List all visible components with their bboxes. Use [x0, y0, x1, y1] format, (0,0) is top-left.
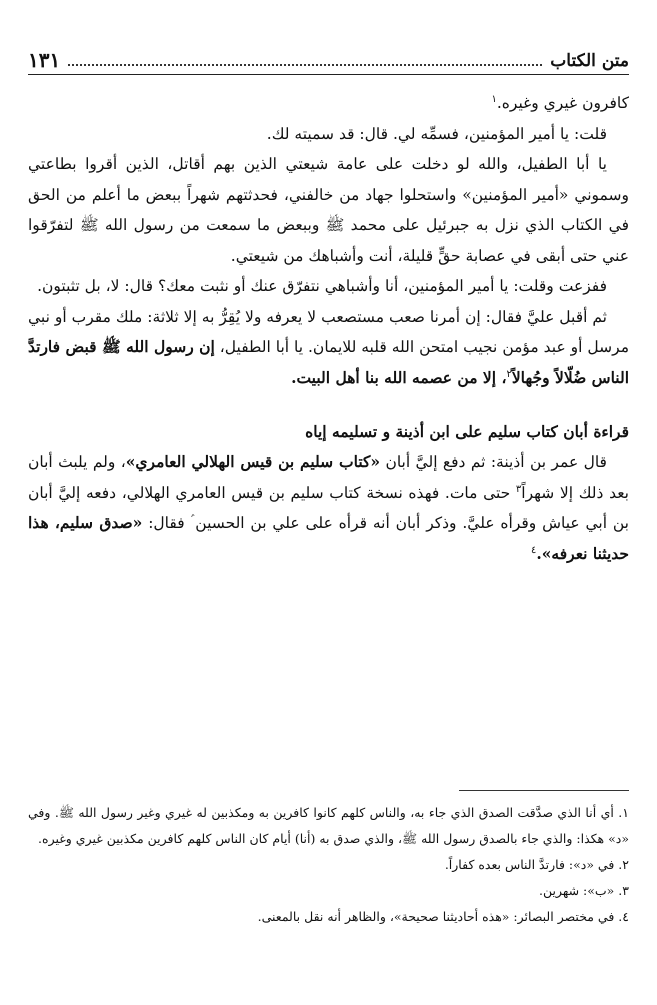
- header-dotted-leader: [68, 64, 542, 66]
- footnote-4: ٤. في مختصر البصائر: «هذه أحاديثنا صحيحة»، والظاهر أنه نقل بالمعنى.: [257, 909, 629, 924]
- page-header: [28, 40, 629, 75]
- paragraph-1: كافرون غيري وغيره.$^١$: [491, 93, 629, 112]
- footnote-ref-3: ٣: [515, 483, 522, 495]
- footnote-ref-4: ٤: [530, 544, 537, 556]
- paragraph-5: ثم أقبل عليَّ فقال: إن أمرنا صعب مستصعب لا يعرفه ولا يُقِرُّ به إلا ثلاثة: ملك مقرب أو نبي مرسل أو عبد مؤمن نجيب امتحن الله قلبه للايمان. يا أبا الطفيل، إن رسول الله ﷺ قبض فارتدَّ الناس ضُلّالاً وجُهالاً$^٢$، إلا من عصمه الله بنا أهل البيت.: [28, 307, 630, 387]
- running-title: متن الكتاب: [550, 51, 629, 71]
- footnote-1: ١. أي أنا الذي صدَّقت الصدق الذي جاء به، والناس كلهم كانوا كافرين به ومكذبين له غيري وغير رسول الله ﷺ. وفي «د» هكذا: والذي جاء بالصدق رسول الله ﷺ، والذي صدق به (أنا) أيام كان الناس كلهم كافرين مكذبين غيري وغيره.: [28, 805, 629, 846]
- footnote-ref-2: ٢: [506, 368, 512, 380]
- footnote-3: ٣. «ب»: شهرين.: [538, 883, 629, 898]
- paragraph-4: ففزعت وقلت: يا أمير المؤمنين، أنا وأشباهي نتفرّق عنك أو نثبت معك؟ قال: لا، بل تثبتون.: [37, 277, 607, 295]
- page-number: ١٣١: [28, 48, 61, 72]
- footnote-ref-1: ١: [491, 93, 497, 105]
- paragraph-6: قال عمر بن أذينة: ثم دفع إليَّ أبان «كتاب سليم بن قيس الهلالي العامري»، ولم يلبث أبان بعد ذلك إلا شهراً$^٣$ حتى مات. فهذه نسخة كتاب سليم بن قيس العامري الهلالي، دفعه إليَّ أبان بن أبي عياش وقرأه عليَّ. وذكر أبان أنه قرأه على علي بن الحسين ؑ فقال: «صدق سليم، هذا حديثنا نعرفه».$^٤$: [28, 452, 629, 563]
- main-text: [28, 88, 629, 569]
- paragraph-2: قلت: يا أمير المؤمنين، فسمِّه لي. قال: قد سميته لك.: [266, 124, 607, 143]
- footnotes: [28, 800, 629, 930]
- footnote-2: ٢. في «د»: فارتدَّ الناس بعده كفاراً.: [444, 857, 629, 872]
- paragraph-3: يا أبا الطفيل، والله لو دخلت على عامة شيعتي الذين بهم أقاتل، الذين أقروا بطاعتي وسموني «أمير المؤمنين» واستحلوا جهاد من خالفني، فحدثتهم شهراً ببعض ما أعلم من الحق في الكتاب الذي نزل به جبرئيل على محمد ﷺ وببعض ما سمعت من رسول الله ﷺ لتفرّقوا عني حتى أبقى في عصابة حقٍّ قليلة، أنت وأشباهك من شيعتي.: [28, 155, 629, 265]
- section-heading: قراءة أبان كتاب سليم على ابن أذينة و تسليمه إياه: [305, 422, 629, 441]
- footnote-separator: [459, 790, 629, 791]
